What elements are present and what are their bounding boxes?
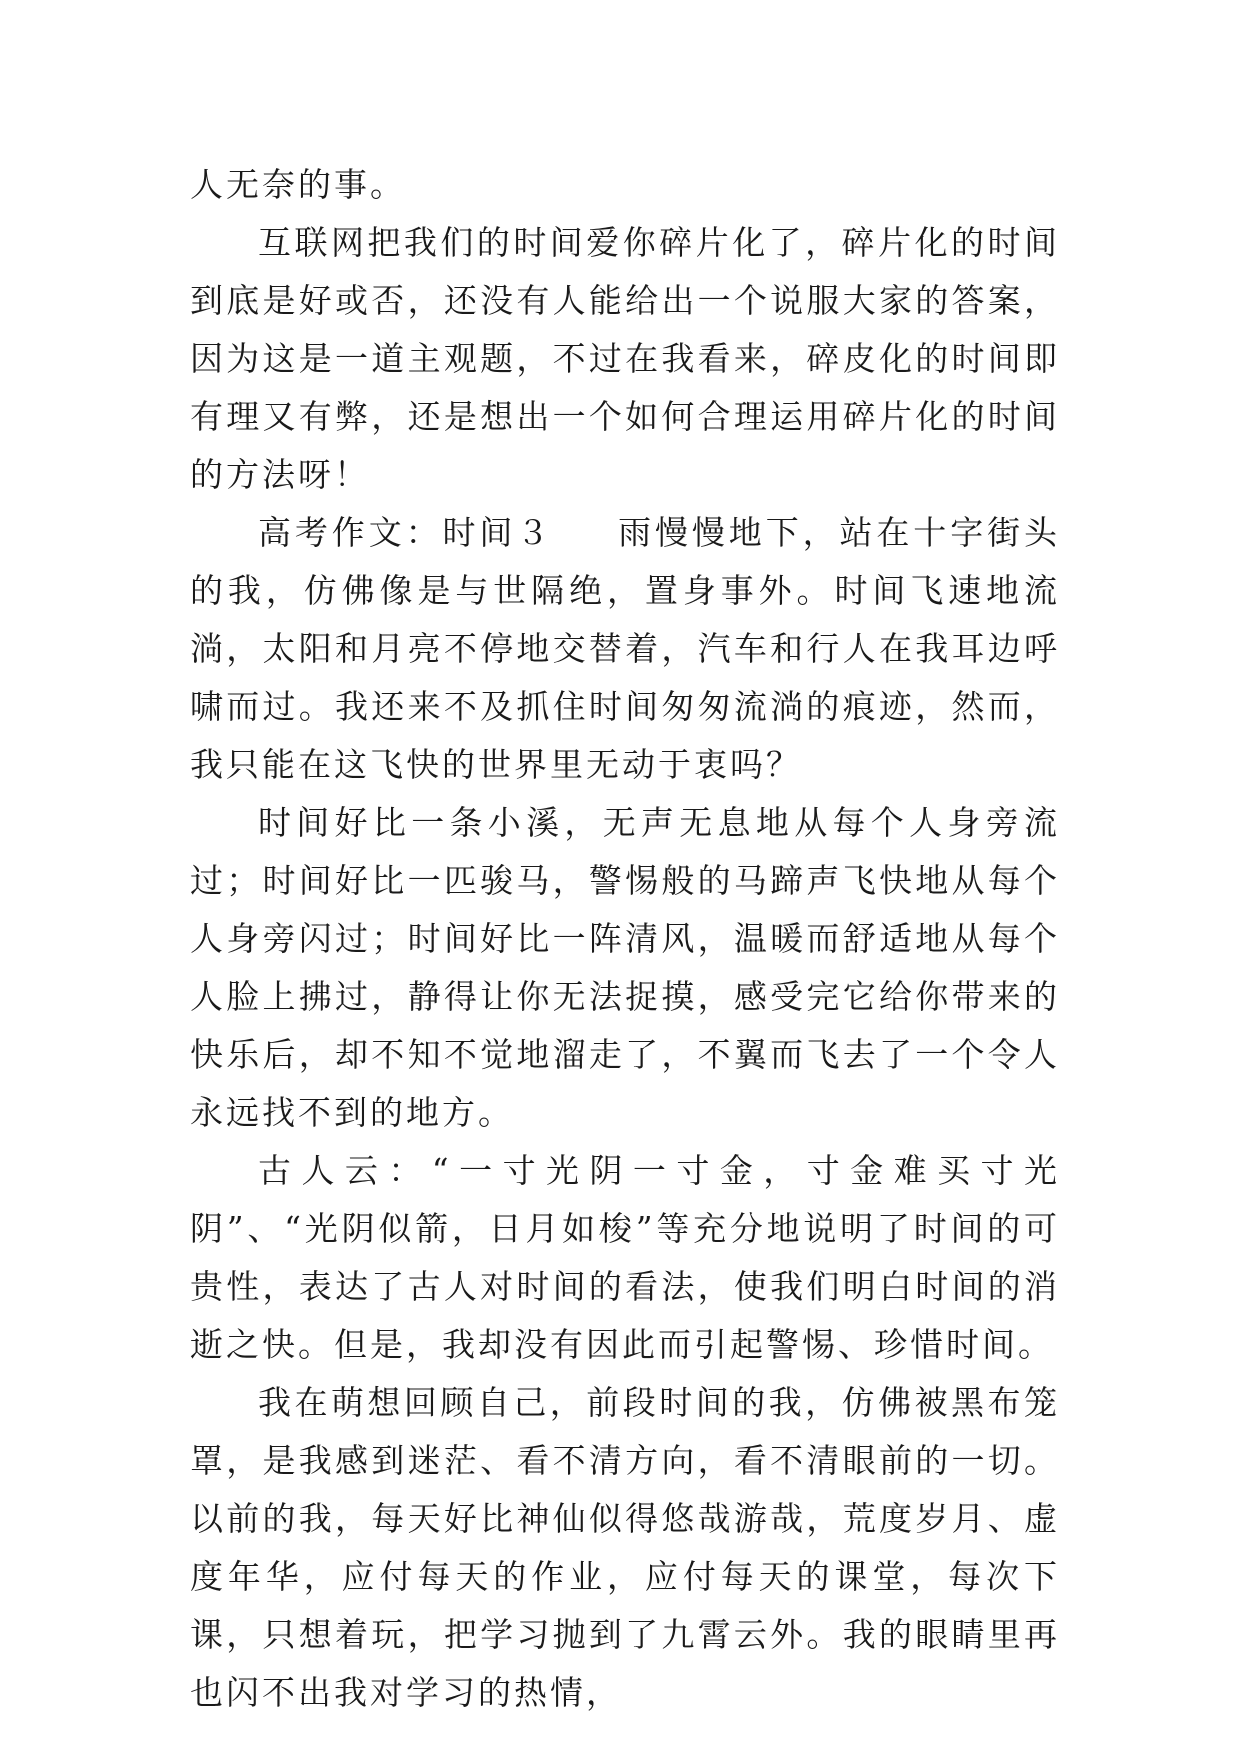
paragraph-ancient-sayings: 古人云：“一寸光阴一寸金，寸金难买寸光阴”、“光阴似箭，日月如梭”等充分地说明了时间的可贵性，表达了古人对时间的看法，使我们明白时间的消逝之快。但是，我却没有因此而引起警惕、珍惜时间。 xyxy=(190,1151,1060,1364)
paragraph-time-metaphors: 时间好比一条小溪，无声无息地从每个人身旁流过；时间好比一匹骏马，警惕般的马蹄声飞快地从每个人身旁闪过；时间好比一阵清风，温暖而舒适地从每个人脸上拂过，静得让你无法捉摸，感受完它给你带来的快乐后，却不知不觉地溜走了，不翼而飞去了一个令人永远找不到的地方。 xyxy=(190,803,1060,1132)
section-heading: 高考作文：时间３ xyxy=(258,513,554,552)
paragraph-rain-text: 雨慢慢地下，站在十字街头的我，仿佛像是与世隔绝，置身事外。时间飞速地流淌，太阳和月亮不停地交替着，汽车和行人在我耳边呼啸而过。我还来不及抓住时间匆匆流淌的痕迹，然而，我只能在这飞快的世界里无动于衷吗？ xyxy=(190,513,1061,784)
document-body xyxy=(190,156,1060,1722)
paragraph-fragmented-time: 互联网把我们的时间爱你碎片化了，碎片化的时间到底是好或否，还没有人能给出一个说服大家的答案，因为这是一道主观题，不过在我看来，碎皮化的时间即有理又有弊，还是想出一个如何合理运用碎片化的时间的方法呀！ xyxy=(190,223,1060,494)
paragraph-essay-3-opening xyxy=(190,504,1060,794)
paragraph-self-reflection: 我在萌想回顾自己，前段时间的我，仿佛被黑布笼罩，是我感到迷茫、看不清方向，看不清眼前的一切。以前的我，每天好比神仙似得悠哉游哉，荒度岁月、虚度年华，应付每天的作业，应付每天的课堂，每次下课，只想着玩，把学习抛到了九霄云外。我的眼睛里再也闪不出我对学习的热情， xyxy=(190,1383,1060,1712)
paragraph-continuation: 人无奈的事。 xyxy=(190,165,406,204)
